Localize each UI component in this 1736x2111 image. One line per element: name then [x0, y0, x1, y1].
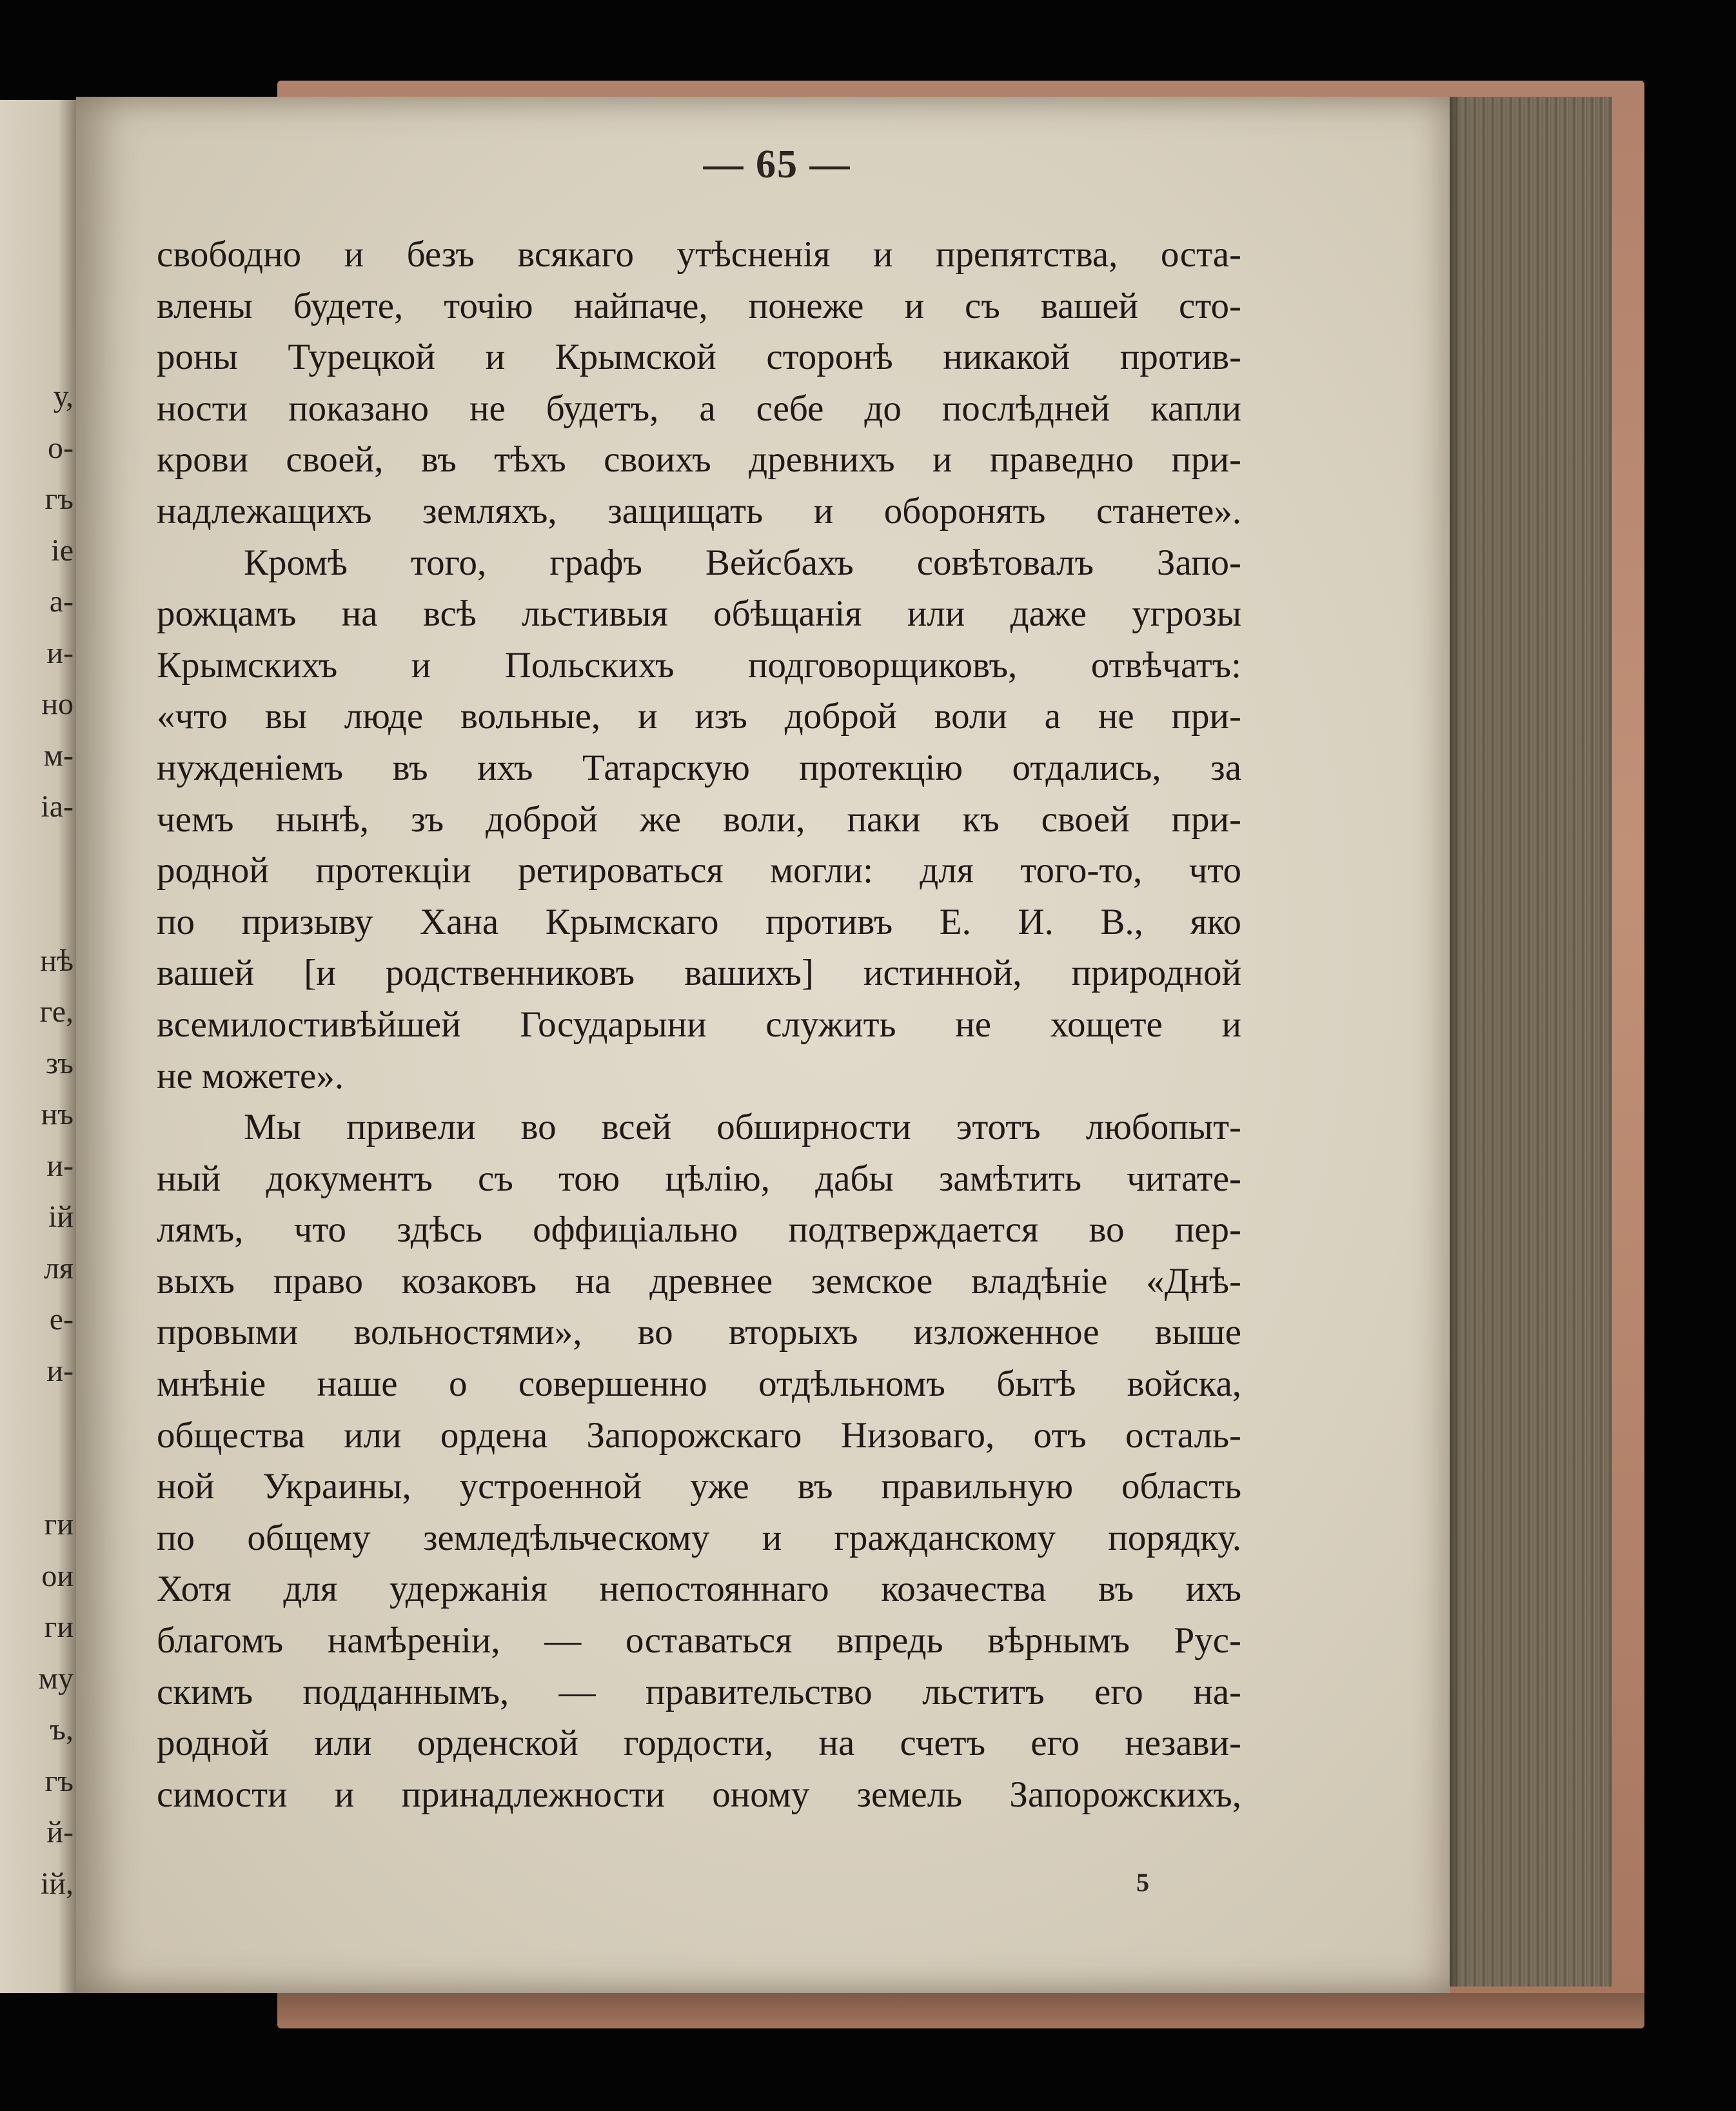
left-page-fragment: ги: [44, 1610, 74, 1644]
left-page-fragment: іа-: [41, 789, 74, 824]
left-page-fragment: [0, 833, 74, 884]
text-line: благомъ намѣреніи, — оставаться впредь вѣрнымъ Рус-: [157, 1620, 1241, 1661]
text-line: рожцамъ на всѣ льстивыя обѣщанія или даже угрозы: [157, 593, 1241, 635]
left-page-fragment: о-: [48, 430, 74, 465]
left-page-fragment: ъ,: [50, 1712, 74, 1747]
text-line: чемъ нынѣ, зъ доброй же воли, паки къ своей при-: [157, 798, 1241, 840]
text-line: родной протекціи ретироваться могли: для того-то, что: [157, 850, 1241, 891]
text-line: мнѣніе наше о совершенно отдѣльномъ бытѣ войска,: [157, 1363, 1241, 1405]
signature-mark: 5: [1136, 1868, 1149, 1897]
text-line: нужденіемъ въ ихъ Татарскую протекцію отдались, за: [157, 747, 1241, 788]
left-page-fragment: [0, 1396, 74, 1448]
text-line: крови своей, въ тѣхъ своихъ древнихъ и праведно при-: [157, 439, 1241, 481]
page-stack-edge: [1441, 97, 1612, 1987]
left-page-fragment: и-: [46, 1353, 74, 1388]
page-number: — 65 —: [703, 143, 851, 186]
text-line: ной Украины, устроенной уже въ правильную область: [157, 1466, 1241, 1507]
left-page-fragment: и-: [46, 635, 74, 670]
text-line: Кромѣ того, графъ Вейсбахъ совѣтовалъ Запо-: [244, 542, 1241, 583]
text-line: не можете».: [157, 1055, 344, 1096]
text-line: общества или ордена Запорожскаго Низоваго, отъ осталь-: [157, 1414, 1241, 1456]
text-line: свободно и безъ всякаго утѣсненія и препятства, оста-: [157, 234, 1241, 275]
left-page-fragment: и-: [46, 1148, 74, 1183]
left-page-fragment: [0, 1448, 74, 1500]
text-line: надлежащихъ земляхъ, защищать и оборонять станете».: [157, 490, 1241, 531]
left-page-fragment: гъ: [44, 482, 74, 516]
left-page-fragment: ій,: [40, 1866, 74, 1901]
text-line: Хотя для удержанія непостояннаго козачества въ ихъ: [157, 1569, 1241, 1610]
text-line: ный документъ съ тою цѣлію, дабы замѣтить читате-: [157, 1158, 1241, 1199]
left-page-fragment: [0, 884, 74, 935]
text-line: выхъ право козаковъ на древнее земское владѣніе «Днѣ-: [157, 1260, 1241, 1302]
left-page-fragment: ге,: [39, 995, 74, 1029]
left-page-fragment: а-: [49, 584, 74, 619]
left-page-fragment: ои: [41, 1558, 74, 1593]
left-page-fragment: гъ: [44, 1763, 74, 1798]
left-page-fragment: iе: [51, 533, 74, 568]
left-page-fragment: е-: [49, 1302, 74, 1336]
left-page-fragment: зъ: [46, 1046, 74, 1080]
left-page-fragment: й-: [46, 1815, 74, 1849]
left-page-fragment: но: [41, 687, 74, 721]
bottom-shadow: [277, 1993, 1644, 2032]
text-line: «что вы люде вольные, и изъ доброй воли а не при-: [157, 696, 1241, 737]
text-line: скимъ подданнымъ, — правительство льститъ его на-: [157, 1671, 1241, 1712]
text-line: всемилостивѣйшей Государыни служить не хощете и: [157, 1004, 1241, 1045]
left-page-fragment: ги: [44, 1507, 74, 1541]
body-text: [157, 229, 1241, 1820]
text-line: вашей [и родственниковъ вашихъ] истинной, природной: [157, 953, 1241, 994]
left-page-fragment: у,: [53, 379, 74, 413]
left-page-fragment: нъ: [41, 1097, 74, 1131]
text-line: ности показано не будетъ, а себе до послѣдней капли: [157, 388, 1241, 429]
text-line: Мы привели во всей обширности этотъ любопыт-: [244, 1107, 1241, 1148]
text-line: родной или орденской гордости, на счетъ его незави-: [157, 1723, 1241, 1764]
left-page-fragment: нѣ: [40, 943, 74, 978]
text-line: по общему земледѣльческому и гражданскому порядку.: [157, 1517, 1241, 1558]
left-page-fragment: ля: [43, 1251, 74, 1285]
text-line: по призыву Хана Крымскаго противъ Е. И. В., яко: [157, 901, 1241, 942]
text-line: провыми вольностями», во вторыхъ изложенное выше: [157, 1312, 1241, 1353]
text-line: Крымскихъ и Польскихъ подговорщиковъ, отвѣчатъ:: [157, 644, 1241, 686]
left-page-fragment: ій: [48, 1200, 74, 1234]
left-page-fragment: м-: [43, 738, 74, 773]
text-line: симости и принадлежности оному земель Запорожскихъ,: [157, 1774, 1241, 1815]
text-line: роны Турецкой и Крымской сторонѣ никакой против-: [157, 337, 1241, 378]
left-page-text-fragments: [0, 371, 83, 1909]
left-page-fragment: му: [38, 1661, 74, 1696]
text-line: лямъ, что здѣсь оффиціально подтверждается во пер-: [157, 1209, 1241, 1251]
left-adjacent-page: [0, 100, 83, 1993]
text-line: влены будете, точію найпаче, понеже и съ вашей сто-: [157, 285, 1241, 326]
